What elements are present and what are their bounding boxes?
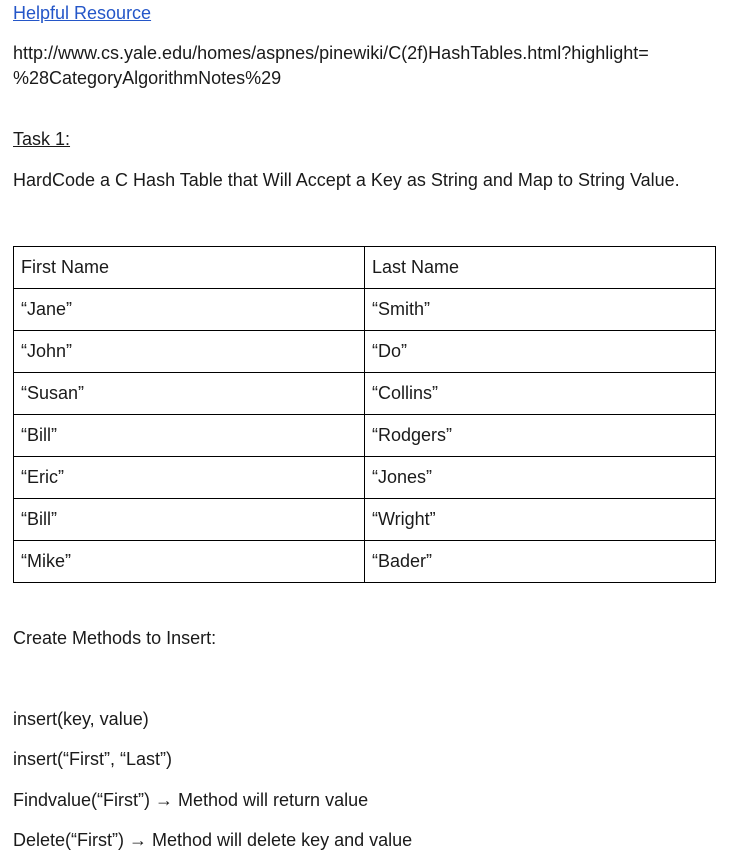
last-name-cell: “Smith” [365, 289, 716, 331]
table-row [14, 457, 716, 499]
helpful-resource-link[interactable]: Helpful Resource [13, 3, 152, 23]
task-description: HardCode a C Hash Table that Will Accept a Key as String and Map to String Value. [13, 170, 680, 190]
first-name-cell: “Jane” [14, 289, 365, 331]
first-name-cell: “Mike” [14, 541, 365, 583]
last-name-cell: “Do” [365, 331, 716, 373]
first-name-cell: “Eric” [14, 457, 365, 499]
resource-url-line-2: %28CategoryAlgorithmNotes%29 [13, 68, 282, 88]
names-table [13, 246, 716, 583]
table-row [14, 373, 716, 415]
last-name-cell: “Collins” [365, 373, 716, 415]
table-row [14, 499, 716, 541]
method-line-insert-example: insert(“First”, “Last”) [13, 749, 172, 769]
first-name-cell: “Bill” [14, 415, 365, 457]
first-name-cell: “John” [14, 331, 365, 373]
table-row [14, 541, 716, 583]
task-title: Task 1: [13, 129, 71, 149]
method-line-findvalue: Findvalue(“First”) → Method will return value [13, 790, 369, 810]
last-name-cell: “Jones” [365, 457, 716, 499]
table-row [14, 331, 716, 373]
method-line-insert-signature: insert(key, value) [13, 709, 149, 729]
table-row [14, 415, 716, 457]
table-header-row [14, 247, 716, 289]
methods-intro: Create Methods to Insert: [13, 628, 217, 648]
last-name-cell: “Rodgers” [365, 415, 716, 457]
header-last-name: Last Name [365, 247, 716, 289]
first-name-cell: “Bill” [14, 499, 365, 541]
first-name-cell: “Susan” [14, 373, 365, 415]
header-first-name: First Name [14, 247, 365, 289]
method-line-delete: Delete(“First”) → Method will delete key and value [13, 830, 413, 850]
last-name-cell: “Bader” [365, 541, 716, 583]
last-name-cell: “Wright” [365, 499, 716, 541]
resource-url-line-1: http://www.cs.yale.edu/homes/aspnes/pinewiki/C(2f)HashTables.html?highlight= [13, 43, 649, 63]
table-row [14, 289, 716, 331]
